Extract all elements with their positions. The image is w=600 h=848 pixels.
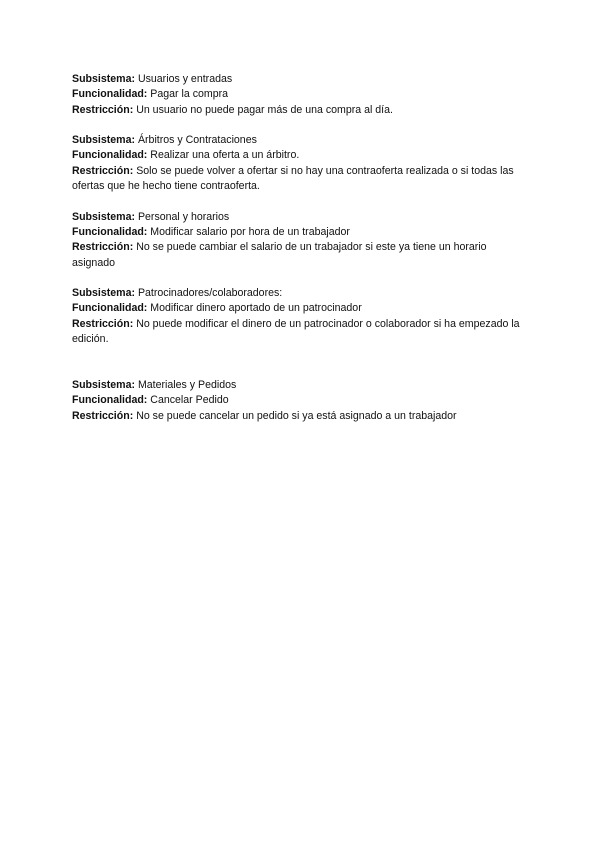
restriccion-line <box>72 164 532 195</box>
entry-materiales-y-pedidos <box>72 378 532 424</box>
funcionalidad-label: Funcionalidad: <box>72 394 148 407</box>
restriccion-value: Solo se puede volver a ofertar si no hay una contraoferta realizada o si todas las ofertas que he hecho tiene contraoferta. <box>72 164 514 193</box>
funcionalidad-label: Funcionalidad: <box>72 225 148 238</box>
document-body <box>72 72 532 424</box>
funcionalidad-value: Cancelar Pedido <box>150 394 229 407</box>
funcionalidad-value: Pagar la compra <box>150 88 229 101</box>
subsistema-line <box>72 286 532 301</box>
restriccion-value: No puede modificar el dinero de un patrocinador o colaborador si ha empezado la edición. <box>72 317 520 346</box>
funcionalidad-line <box>72 301 532 316</box>
entry-personal-y-horarios <box>72 210 532 271</box>
paragraph-spacer <box>72 194 532 209</box>
subsistema-label: Subsistema: <box>72 210 135 223</box>
funcionalidad-line <box>72 225 532 240</box>
funcionalidad-value: Realizar una oferta a un árbitro. <box>150 149 300 162</box>
restriccion-line <box>72 240 532 271</box>
paragraph-spacer <box>72 347 532 378</box>
paragraph-spacer <box>72 271 532 286</box>
entry-arbitros-y-contrataciones <box>72 133 532 194</box>
subsistema-label: Subsistema: <box>72 134 135 147</box>
entry-patrocinadores-colaboradores <box>72 286 532 347</box>
restriccion-value: Un usuario no puede pagar más de una compra al día. <box>136 103 393 116</box>
restriccion-line <box>72 317 532 348</box>
subsistema-label: Subsistema: <box>72 73 135 85</box>
subsistema-line <box>72 72 532 87</box>
restriccion-label: Restricción: <box>72 241 134 254</box>
restriccion-label: Restricción: <box>72 317 134 330</box>
funcionalidad-line <box>72 87 532 102</box>
restriccion-line <box>72 103 532 118</box>
subsistema-line <box>72 210 532 225</box>
subsistema-value: Personal y horarios <box>137 210 230 223</box>
subsistema-value: Materiales y Pedidos <box>137 378 237 391</box>
funcionalidad-label: Funcionalidad: <box>72 149 148 162</box>
funcionalidad-line <box>72 393 532 408</box>
subsistema-label: Subsistema: <box>72 378 135 391</box>
subsistema-line <box>72 133 532 148</box>
subsistema-line <box>72 378 532 393</box>
restriccion-value: No se puede cambiar el salario de un trabajador si este ya tiene un horario asignado <box>72 241 487 269</box>
funcionalidad-value: Modificar dinero aportado de un patrocinador <box>150 302 362 315</box>
funcionalidad-label: Funcionalidad: <box>72 88 148 101</box>
funcionalidad-line <box>72 148 532 163</box>
subsistema-value: Usuarios y entradas <box>137 73 233 85</box>
subsistema-label: Subsistema: <box>72 287 135 300</box>
restriccion-label: Restricción: <box>72 409 134 422</box>
restriccion-label: Restricción: <box>72 164 134 177</box>
funcionalidad-value: Modificar salario por hora de un trabajador <box>150 225 350 238</box>
entry-usuarios-y-entradas <box>72 72 532 118</box>
restriccion-label: Restricción: <box>72 103 134 116</box>
paragraph-spacer <box>72 118 532 133</box>
funcionalidad-label: Funcionalidad: <box>72 302 148 315</box>
subsistema-value: Patrocinadores/colaboradores: <box>137 287 283 300</box>
subsistema-value: Árbitros y Contrataciones <box>137 134 257 147</box>
restriccion-line <box>72 409 532 424</box>
restriccion-value: No se puede cancelar un pedido si ya está asignado a un trabajador <box>136 409 457 422</box>
